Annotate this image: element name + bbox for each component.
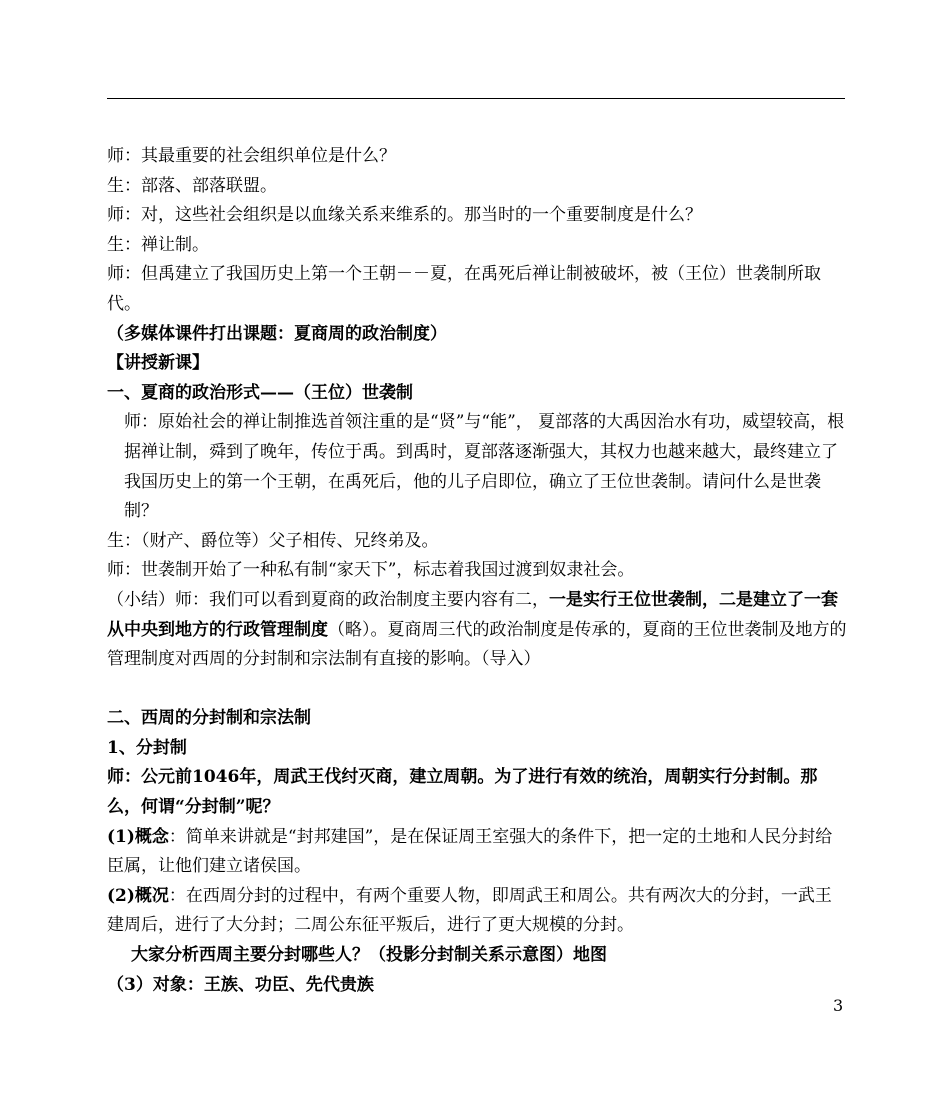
question-line: 大家分析西周主要分封哪些人？（投影分封制关系示意图）地图 <box>131 945 607 966</box>
header-rule <box>107 98 845 99</box>
dialogue-line: 生：（财产、爵位等）父子相传、兄终弟及。 <box>107 530 439 551</box>
item-label: (2)概况 <box>107 885 169 906</box>
summary-emphasis: 一是实行王位世袭制，二是建立了一套从中央到地方的行政管理制度 <box>107 589 838 640</box>
section-heading: 一、夏商的政治形式——（王位）世袭制 <box>107 382 413 403</box>
media-note: （多媒体课件打出课题：夏商周的政治制度） <box>107 323 447 344</box>
summary-rest: （略）。夏商周三代的政治制度是传承的，夏商的王位世袭制及地方的管理制度对西周的分封制和宗法制有直接的影响。（导入） <box>107 619 847 670</box>
item-text: ：简单来讲就是“封邦建国”，是在保证周王室强大的条件下，把一定的土地和人民分封给臣属，让他们建立诸侯国。 <box>107 826 833 877</box>
dialogue-line: 师：其最重要的社会组织单位是什么？ <box>107 146 396 166</box>
dialogue-line: 生：部落、部落联盟。 <box>107 175 277 196</box>
item-label: (1)概念 <box>107 826 169 847</box>
summary-paragraph <box>107 586 847 675</box>
overview-paragraph <box>107 882 847 941</box>
subsection-heading: 1、分封制 <box>107 737 187 758</box>
document-body <box>107 142 847 1000</box>
paragraph: 师：原始社会的禅让制推选首领注重的是“贤”与“能”， 夏部落的大禹因治水有功，威望较高，根据禅让制，舜到了晚年，传位于禹。到禹时，夏部落逐渐强大，其权力也越来越大，最终建立了我国历史上的第一个王朝，在禹死后，他的儿子启即位，确立了王位世袭制。请问什么是世袭制？ <box>124 412 845 522</box>
page-number: 3 <box>833 996 844 1015</box>
teacher-statement: 师：公元前1046年，周武王伐纣灭商，建立周朝。为了进行有效的统治，周朝实行分封制。那么，何谓“分封制”呢？ <box>107 767 818 818</box>
dialogue-line: 师：对，这些社会组织是以血缘关系来维系的。那当时的一个重要制度是什么？ <box>107 205 702 226</box>
dialogue-line: 师：但禹建立了我国历史上第一个王朝－－夏，在禹死后禅让制被破坏，被（王位）世袭制所取代。 <box>107 264 821 314</box>
section-heading: 二、西周的分封制和宗法制 <box>107 708 311 729</box>
blank-line <box>107 675 847 705</box>
dialogue-line: 师：世袭制开始了一种私有制“家天下”，标志着我国过渡到奴隶社会。 <box>107 560 635 581</box>
summary-intro: （小结）师：我们可以看到夏商的政治制度主要内容有二， <box>107 589 549 610</box>
subsection-heading: （3）对象：王族、功臣、先代贵族 <box>107 974 374 995</box>
dialogue-line: 生：禅让制。 <box>107 234 209 255</box>
concept-paragraph <box>107 823 847 882</box>
item-text: ：在西周分封的过程中，有两个重要人物，即周武王和周公。共有两次大的分封，一武王建周后，进行了大分封；二周公东征平叛后，进行了更大规模的分封。 <box>107 885 832 936</box>
section-marker: 【讲授新课】 <box>107 353 209 374</box>
